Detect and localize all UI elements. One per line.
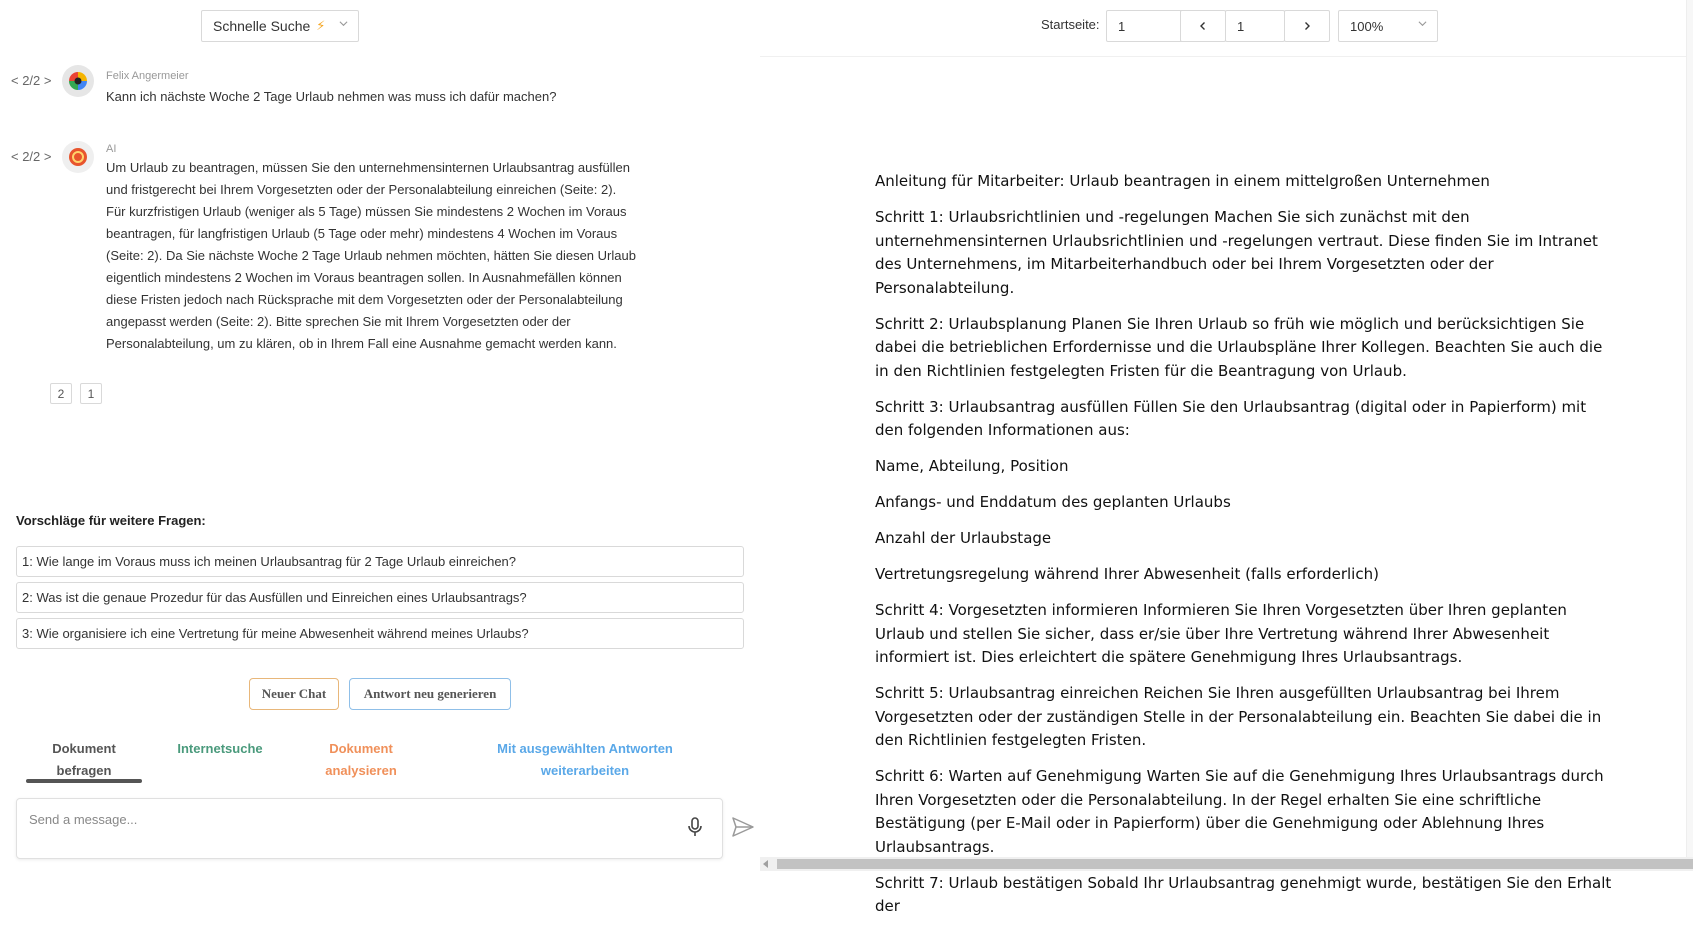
microphone-icon[interactable] [686, 817, 704, 837]
lightning-icon: ⚡ [316, 18, 326, 33]
message-line: und fristgerecht bei Ihrem Vorgesetzten oder der Personalabteilung einreichen (Seite: 2). [106, 182, 617, 197]
chevron-down-icon [1418, 19, 1427, 28]
tab-label: befragen [56, 763, 112, 778]
ai-logo-icon [69, 148, 87, 166]
chevron-down-icon [339, 19, 348, 28]
message-version-pager[interactable]: < 2/2 > [11, 73, 52, 88]
document-paragraph: Anleitung für Mitarbeiter: Urlaub beantragen in einem mittelgroßen Unternehmen [875, 172, 1490, 190]
tab-label: analysieren [325, 763, 397, 778]
document-page-content [875, 170, 1615, 931]
zoom-select[interactable] [1338, 10, 1438, 42]
message-line: eigentlich mindestens 2 Wochen im Voraus beantragen sollen. In Ausnahmefällen können [106, 270, 622, 285]
message-input[interactable] [29, 809, 669, 829]
document-viewer [760, 0, 1693, 915]
message-composer [16, 798, 723, 859]
toolbar-divider [760, 56, 1693, 57]
document-paragraph: Schritt 7: Urlaub bestätigen Sobald Ihr Urlaubsantrag genehmigt wurde, bestätigen Sie den Erhalt der [875, 873, 1612, 915]
tab-internet-search[interactable] [160, 738, 280, 760]
start-page-input[interactable]: 1 [1106, 10, 1201, 42]
chevron-left-icon [1198, 21, 1208, 31]
document-paragraph: Schritt 4: Vorgesetzten informieren Informieren Sie Ihren Vorgesetzten über Ihren geplanten Urlaub und stellen Sie sicher, dass er/sie über Ihre Vertretung während Ihrer Abwesenheit informiert ist. Dies erleichtert die spätere Genehmigung Ihres Urlaubsantrags. [875, 601, 1567, 666]
message-line: (Seite: 2). Da Sie nächste Woche 2 Tage Urlaub nehmen möchten, hätten Sie diesen Urlaub [106, 248, 636, 263]
tab-label: Internetsuche [177, 741, 263, 756]
regenerate-answer-button[interactable]: Antwort neu generieren [349, 678, 511, 710]
document-paragraph: Vertretungsregelung während Ihrer Abwesenheit (falls erforderlich) [875, 565, 1379, 583]
message-author: Felix Angermeier [106, 70, 189, 82]
document-paragraph: Schritt 5: Urlaubsantrag einreichen Reichen Sie Ihren ausgefüllten Urlaubsantrag bei Ihrem Vorgesetzten oder der zuständigen Stelle in der Personalabteilung ein. Beachten Sie dabei die in den Richtlinien festgelegten Fristen. [875, 684, 1602, 749]
vertical-scrollbar[interactable] [1686, 0, 1693, 857]
tab-label: Dokument [329, 741, 393, 756]
tab-label: Mit ausgewählten Antworten [497, 741, 673, 756]
scroll-left-icon[interactable] [763, 860, 768, 868]
horizontal-scrollbar[interactable] [760, 857, 1693, 871]
message-line: beantragen, für langfristigen Urlaub (5 Tage oder mehr) mindestens 4 Wochen im Voraus [106, 226, 618, 241]
citation-page-button[interactable]: 1 [80, 383, 102, 404]
message-text: Kann ich nächste Woche 2 Tage Urlaub nehmen was muss ich dafür machen? [106, 89, 557, 104]
user-avatar-icon [69, 72, 87, 90]
next-page-button[interactable] [1284, 10, 1330, 42]
current-page-input[interactable]: 1 [1225, 10, 1285, 42]
tab-label: Dokument [52, 741, 116, 756]
scrollbar-thumb[interactable] [777, 859, 1693, 869]
user-avatar [62, 65, 94, 97]
suggestion-item[interactable]: 3: Wie organisiere ich eine Vertretung für meine Abwesenheit während meines Urlaubs? [16, 618, 744, 649]
search-mode-label: Schnelle Suche [213, 18, 311, 34]
new-chat-button[interactable]: Neuer Chat [249, 678, 339, 710]
prev-page-button[interactable] [1180, 10, 1226, 42]
tab-document-query[interactable] [26, 738, 142, 782]
active-tab-indicator [26, 779, 142, 783]
message-line: Personalabteilung, um zu klären, ob in Ihrem Fall eine Ausnahme gemacht werden kann. [106, 336, 617, 351]
start-page-label: Startseite: [1041, 17, 1100, 32]
document-paragraph: Schritt 6: Warten auf Genehmigung Warten Sie auf die Genehmigung Ihres Urlaubsantrags durch Ihren Vorgesetzten oder die Personalabteilung. In der Regel erhalten Sie eine schriftliche Bestätigung (per E-Mail oder in Papierform) über die Genehmigung oder Ablehnung Ihres Urlaubsantrags. [875, 767, 1604, 856]
message-line: diese Fristen jedoch nach Rücksprache mit dem Vorgesetzten oder der Personalabteilung [106, 292, 623, 307]
message-line: Für kurzfristigen Urlaub (weniger als 5 Tage) müssen Sie mindestens 2 Wochen im Voraus [106, 204, 627, 219]
ai-avatar [62, 141, 94, 173]
message-line: angepasst werden (Seite: 2). Bitte sprechen Sie mit Ihrem Vorgesetzten oder der [106, 314, 571, 329]
document-paragraph: Schritt 3: Urlaubsantrag ausfüllen Füllen Sie den Urlaubsantrag (digital oder in Papierform) mit den folgenden Informationen aus: [875, 397, 1587, 439]
message-line: Um Urlaub zu beantragen, müssen Sie den unternehmensinternen Urlaubsantrag ausfüllen [106, 160, 630, 175]
chat-panel [0, 0, 760, 871]
suggestion-item[interactable]: 1: Wie lange im Voraus muss ich meinen Urlaubsantrag für 2 Tage Urlaub einreichen? [16, 546, 744, 577]
document-paragraph: Schritt 1: Urlaubsrichtlinien und -regelungen Machen Sie sich zunächst mit den unternehmensinternen Urlaubsrichtlinien und -regelungen vertraut. Diese finden Sie im Intranet des Unternehmens, im Mitarbeiterhandbuch oder bei Ihrem Vorgesetzten oder der Personalabteilung. [875, 208, 1598, 297]
send-icon[interactable] [731, 815, 755, 839]
zoom-value: 100% [1350, 18, 1384, 34]
document-paragraph: Name, Abteilung, Position [875, 457, 1069, 475]
message-author: AI [106, 143, 117, 155]
chevron-right-icon [1302, 21, 1312, 31]
document-paragraph: Schritt 2: Urlaubsplanung Planen Sie Ihren Urlaub so früh wie möglich und berücksichtigen Sie dabei die betrieblichen Erfordernisse und die Urlaubspläne Ihrer Kollegen. Beachten Sie auch die in den Richtlinien festgelegten Fristen für die Beantragung von Urlaub. [875, 314, 1603, 380]
tab-document-analyze[interactable] [300, 738, 422, 782]
tab-continue-selected[interactable] [468, 738, 702, 782]
suggestions-title: Vorschläge für weitere Fragen: [16, 513, 206, 528]
tab-label: weiterarbeiten [540, 763, 630, 778]
search-mode-select[interactable] [201, 10, 359, 42]
suggestion-item[interactable]: 2: Was ist die genaue Prozedur für das Ausfüllen und Einreichen eines Urlaubsantrags? [16, 582, 744, 613]
message-text [106, 157, 636, 355]
document-paragraph: Anfangs- und Enddatum des geplanten Urlaubs [875, 493, 1231, 511]
citation-page-button[interactable]: 2 [50, 383, 72, 404]
document-paragraph: Anzahl der Urlaubstage [875, 529, 1052, 547]
message-version-pager[interactable]: < 2/2 > [11, 149, 52, 164]
